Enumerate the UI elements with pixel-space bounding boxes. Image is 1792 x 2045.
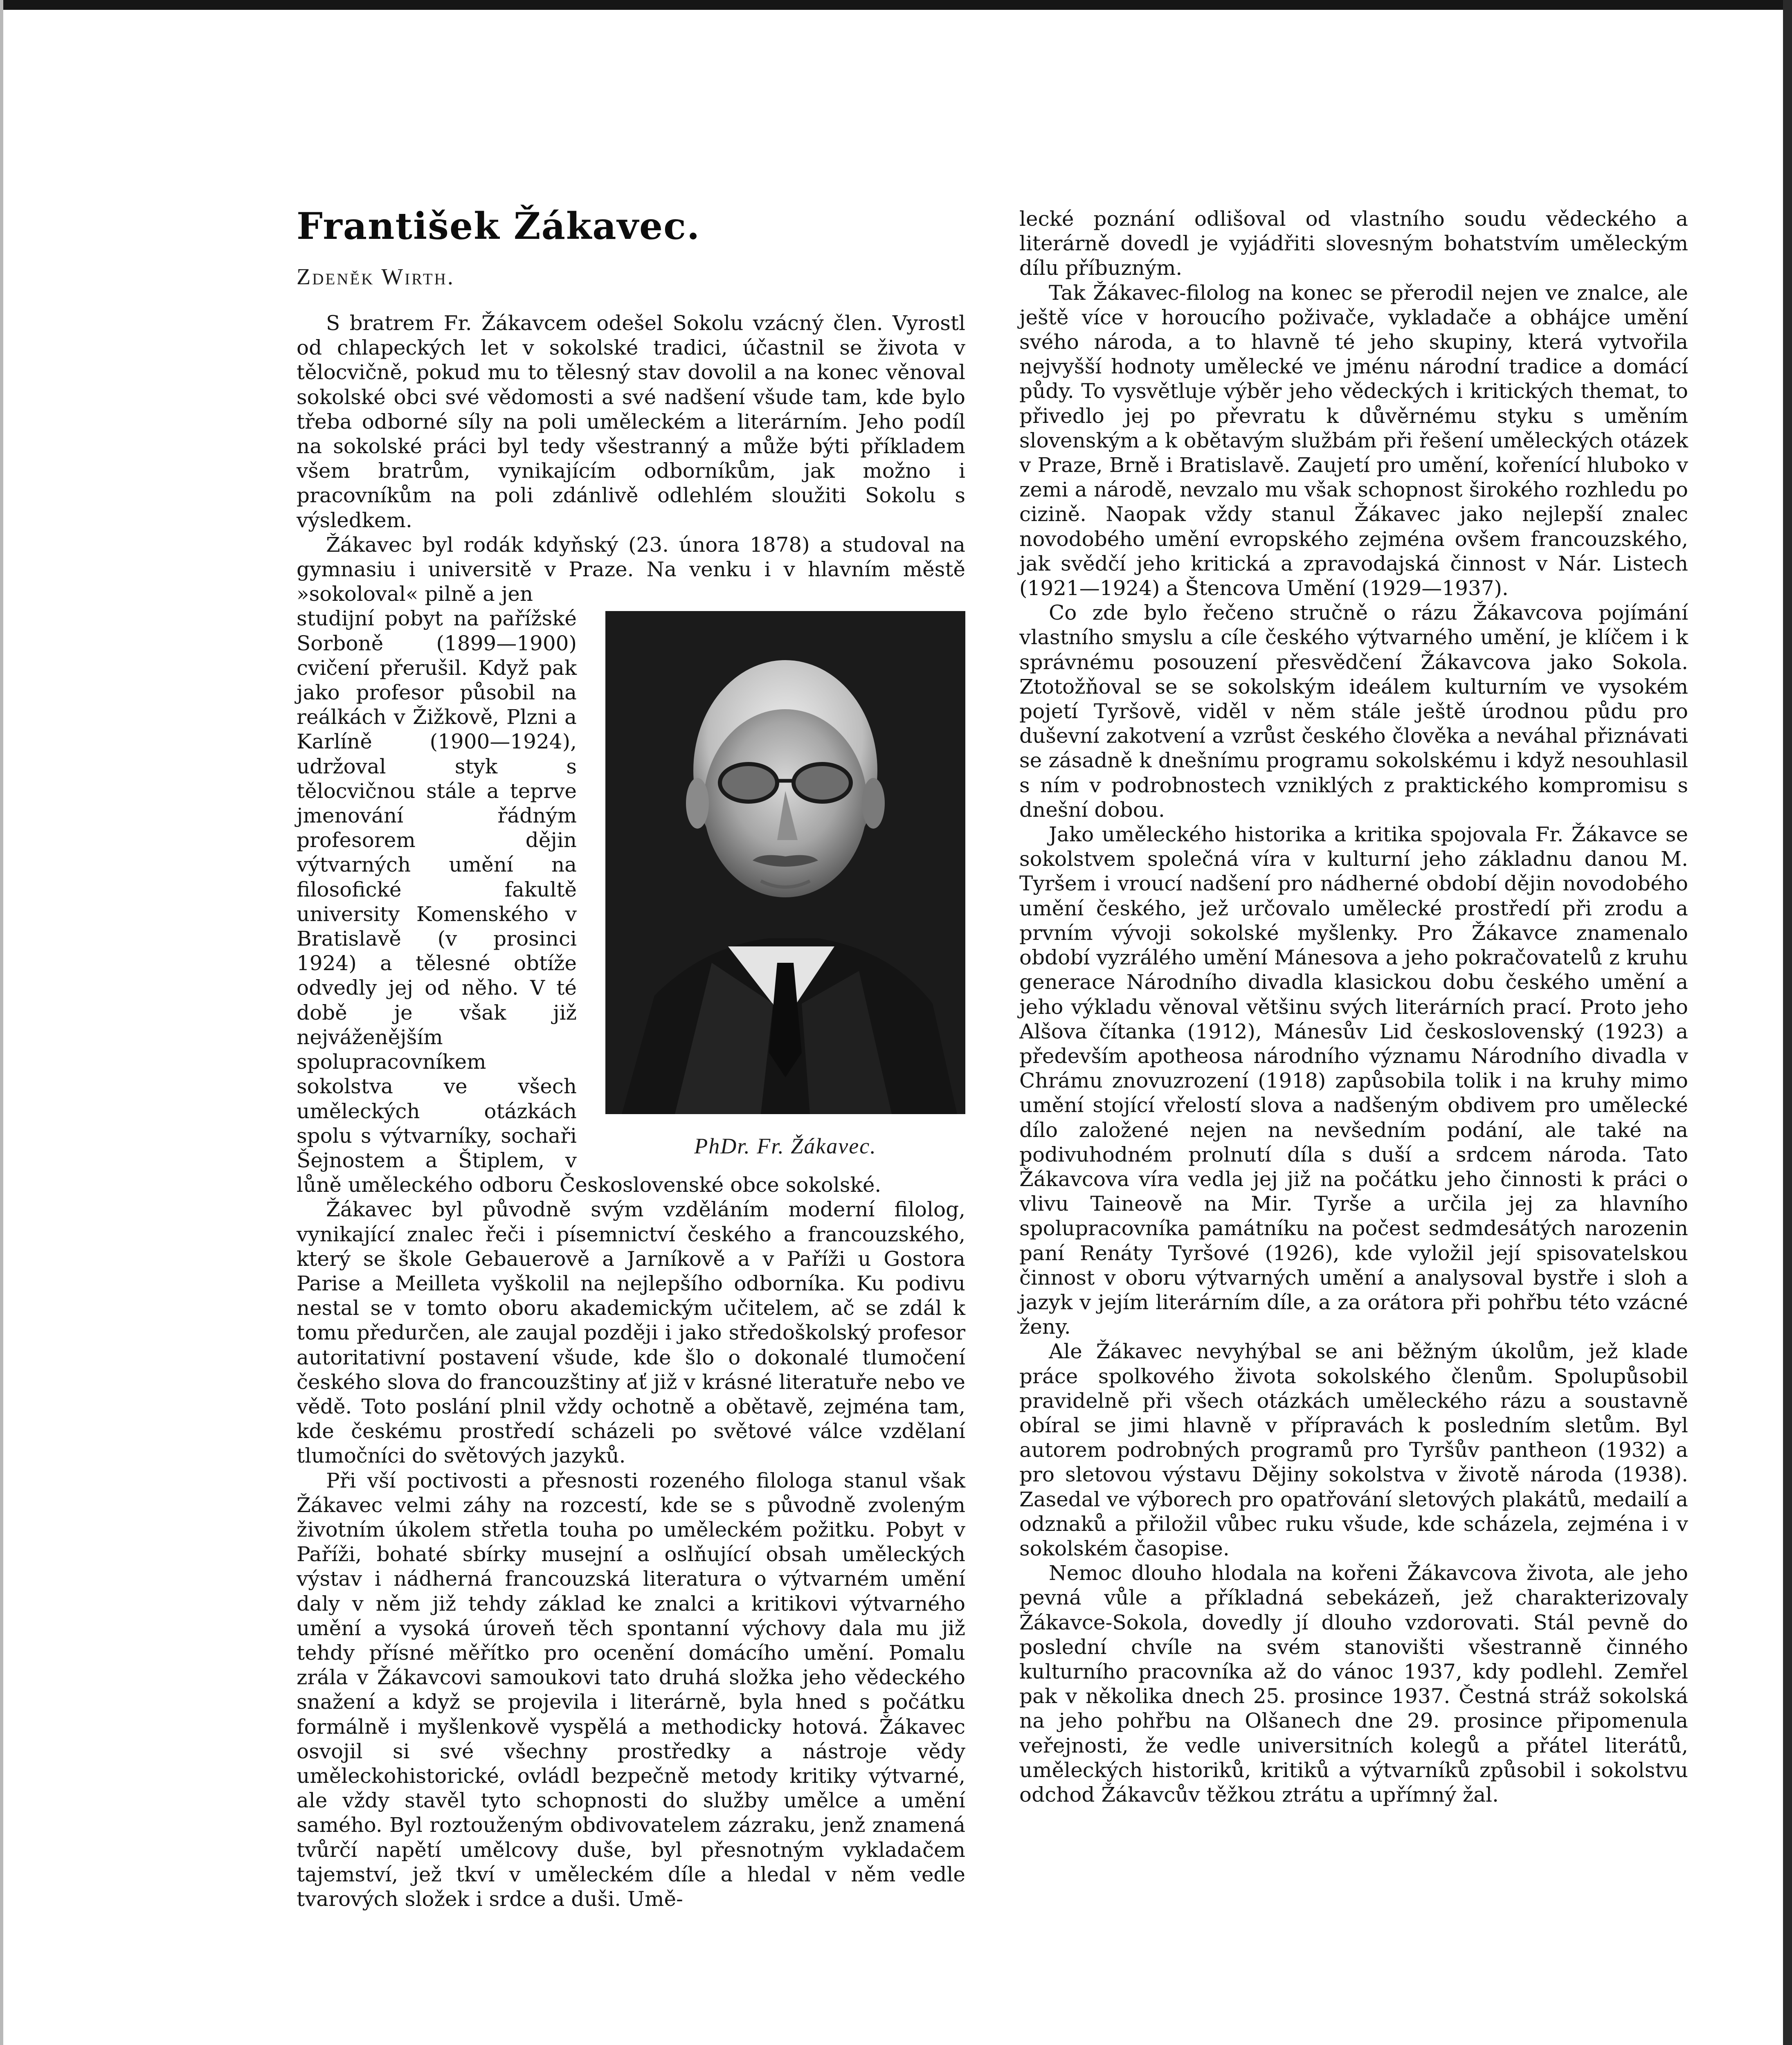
paragraph: Žákavec byl rodák kdyňský (23. února 1878) a studoval na gymnasiu i universitě v Praze. Na venku i v hlavním městě »sokoloval« pilně a jen	[297, 533, 965, 606]
paragraph: Co zde bylo řečeno stručně o rázu Žákavcova pojímání vlastního smyslu a cíle českého výtvarného umění, je klíčem i k správnému posouzení přesvědčení Žákavcova jako Sokola. Ztotožňoval se se sokolským ideálem kulturním ve vysokém pojetí Tyršově, viděl v něm stále ještě úrodnou půdu pro duševní zakotvení a vzrůst českého člověka a neváhal přiznávati se zásadně k dnešnímu programu sokolskému i když nesouhlasil s ním v podrobnostech vzniklých z praktického kompromisu s dnešní dobou.	[1019, 601, 1688, 822]
paragraph: Ale Žákavec nevyhýbal se ani běžným úkolům, jež klade práce spolkového života sokolského členům. Spolupůsobil pravidelně při všech otázkách uměleckého rázu a soustavně obíral se jimi hlavně v přípravách k posledním sletům. Byl autorem podrobných programů pro Tyršův pantheon (1932) a pro sletovou výstavu Dějiny sokolstva v životě národa (1938). Zasedal ve výborech pro opatřování sletových plakátů, medailí a odznaků a přiložil vůbec ruku všude, kde scházela, zejména i v sokolském časopise.	[1019, 1339, 1688, 1560]
scan-border-top	[0, 0, 1792, 10]
portrait-figure	[605, 611, 965, 1158]
scan-border-right	[1783, 0, 1792, 2045]
paragraph: Při vší poctivosti a přesnosti rozeného filologa stanul však Žákavec velmi záhy na rozcestí, kde se s původně zvoleným životním úkolem střetla touha po uměleckém požitku. Pobyt v Paříži, bohaté sbírky musejní a oslňující obsah uměleckých výstav i nádherná francouzská literatura o výtvarném umění daly v něm již tehdy základ ke znalci a kritikovi výtvarného umění a vysoká úroveň těch spontanní výchovy dala mu již tehdy přísné měřítko pro ocenění domácího umění. Pomalu zrála v Žákavcovi samoukovi tato druhá složka jeho vědeckého snažení a když se projevila i literárně, byla hned s počátku formálně i myšlenkově vyspělá a methodicky hotová. Žákavec osvojil si své všechny prostředky a nástroje vědy uměleckohistorické, ovládl bezpečně metody kritiky výtvarné, ale vždy stavěl tyto schopnosti do služby umělce a umění samého. Byl roztouženým obdivovatelem zázraku, jenž znamená tvůrčí napětí umělcovy duše, byl přesnotným vykladačem tajemství, jež tkví v uměleckém díle a hledal v něm vedle tvarových složek i srdce a duši. Umě-	[297, 1468, 965, 1911]
left-column	[297, 311, 965, 1911]
portrait-illustration	[605, 611, 965, 1114]
paragraph: lecké poznání odlišoval od vlastního soudu vědeckého a literárně dovedl je vyjádřiti slovesným bohatstvím uměleckým dílu příbuzným.	[1019, 207, 1688, 280]
right-column	[1019, 207, 1688, 1807]
paragraph: Tak Žákavec-filolog na konec se přerodil nejen ve znalce, ale ještě více v horoucího poživače, vykladače a obhájce umění svého národa, a to hlavně té jeho skupiny, která vytvořila nejvyšší hodnoty umělecké ve jménu národní tradice a domácí půdy. To vysvětluje výběr jeho vědeckých i kritických themat, to přivedlo jej po převratu k důvěrnému styku s uměním slovenským a k obětavým službám při řešení uměleckých otázek v Praze, Brně i Bratislavě. Zaujetí pro umění, kořenící hluboko v zemi a národě, nevzalo mu však schopnost širokého rozhledu po cizině. Naopak vždy stanul Žákavec jako nejlepší znalec novodobého umění evropského zejména ovšem francouzského, jak svědčí jeho kritická a zpravodajská činnost v Nár. Listech (1921—1924) a Štencova Umění (1929—1937).	[1019, 281, 1688, 600]
paragraph: studijní pobyt na pařížské Sorboně (1899—1900) cvičení přerušil. Když pak jako profesor působil na reálkách v Žižkově, Plzni a Karlíně (1900—1924), udržoval styk s tělocvičnou stále a teprve jmenování řádným profesorem dějin výtvarných umění na filosofické fakultě university Komenského v Bratislavě (v prosinci 1924) a tělesné obtíže odvedly jej od něho. V té době je však již nejváženějším spolupracovníkem sokolstva ve všech uměleckých otázkách spolu s výtvarníky, sochaři Šejnostem a Štiplem, v lůně uměleckého odboru Československé obce sokolské.	[297, 607, 881, 1197]
article-title: František Žákavec.	[297, 204, 701, 248]
article-author: Zdeněk Wirth.	[297, 264, 455, 290]
photo-caption: PhDr. Fr. Žákavec.	[694, 1134, 877, 1159]
paragraph: Jako uměleckého historika a kritika spojovala Fr. Žákavce se sokolstvem společná víra v kulturní jeho základnu danou M. Tyršem i vroucí nadšení pro nádherné období dějin novodobého umění českého, jež určovalo umělecké prostředí při zrodu a prvním vývoji sokolské myšlenky. Pro Žákavce znamenalo období vyzrálého umění Mánesova a jeho pokračovatelů z kruhu generace Národního divadla klasickou dobu českého umění a jeho výkladu věnoval většinu svých literárních prací. Proto jeho Alšova čítanka (1912), Mánesův Lid československý (1923) a především apotheosa národního významu Národního divadla v Chrámu znovuzrození (1918) zapůsobila tolik i na kruhy mimo umění stojící vřelostí slova a nadšeným obdivem pro umělecké dílo založené nejen na nevšedním podání, ale také na podivuhodném prolnutí díla s duší a srdcem národa. Tato Žákavcova víra vedla jej již na počátku jeho činnosti k práci o vlivu Taineově na Mir. Tyrše a určila jej za hlavního spolupracovníka památníku na počest sedmdesátých narozenin paní Renáty Tyršové (1926), kde vyložil její spisovatelskou činnost v oboru výtvarných umění a analysoval bystře i sloh a jazyk v jejím literárním díle, a za orátora při pohřbu této vzácné ženy.	[1019, 822, 1688, 1339]
scan-border-left	[0, 0, 3, 2045]
paragraph: Žákavec byl původně svým vzděláním moderní filolog, vynikající znalec řeči i písemnictví českého a francouzského, který se škole Gebauerově a Jarníkově a v Paříži u Gostora Parise a Meilleta vyškolil na nejlepšího odborníka. Ku podivu nestal se v tomto oboru akademickým učitelem, ač se zdál k tomu předurčen, ale zaujal později i jako středoškolský profesor autoritativní postavení všude, kde šlo o dokonalé tlumočení českého slova do francouzštiny ať již v krásné literatuře nebo ve vědě. Toto poslání plnil vždy ochotně a obětavě, zejména tam, kde českému prostředí scházeli po světové válce vzdělaní tlumočníci do světových jazyků.	[297, 1198, 965, 1468]
portrait-photo	[605, 611, 965, 1114]
paragraph: Nemoc dlouho hlodala na kořeni Žákavcova života, ale jeho pevná vůle a příkladná sebekázeň, jež charakterizovaly Žákavce-Sokola, dovedly jí dlouho vzdorovati. Stál pevně do poslední chvíle na svém stanovišti všestranně činného kulturního pracovníka až do vánoc 1937, kdy podlehl. Zemřel pak v několika dnech 25. prosince 1937. Čestná stráž sokolská na jeho pohřbu na Olšanech dne 29. prosince připomenula veřejnosti, že vedle universitních kolegů a přátel literátů, uměleckých historiků, kritiků a výtvarníků způsobil i sokolstvu odchod Žákavcův těžkou ztrátu a upřímný žal.	[1019, 1561, 1688, 1807]
paragraph: S bratrem Fr. Žákavcem odešel Sokolu vzácný člen. Vyrostl od chlapeckých let v sokolské tradici, účastnil se života v tělocvičně, pokud mu to tělesný stav dovolil a na konec věnoval sokolské obci své vědomosti a své nadšení všude tam, kde bylo třeba odborné síly na poli uměleckém a literárním. Jeho podíl na sokolské práci byl tedy všestranný a může býti příkladem všem bratrům, vynikajícím odborníkům, jak možno i pracovníkům na poli zdánlivě odlehlém sloužiti Sokolu s výsledkem.	[297, 311, 965, 532]
